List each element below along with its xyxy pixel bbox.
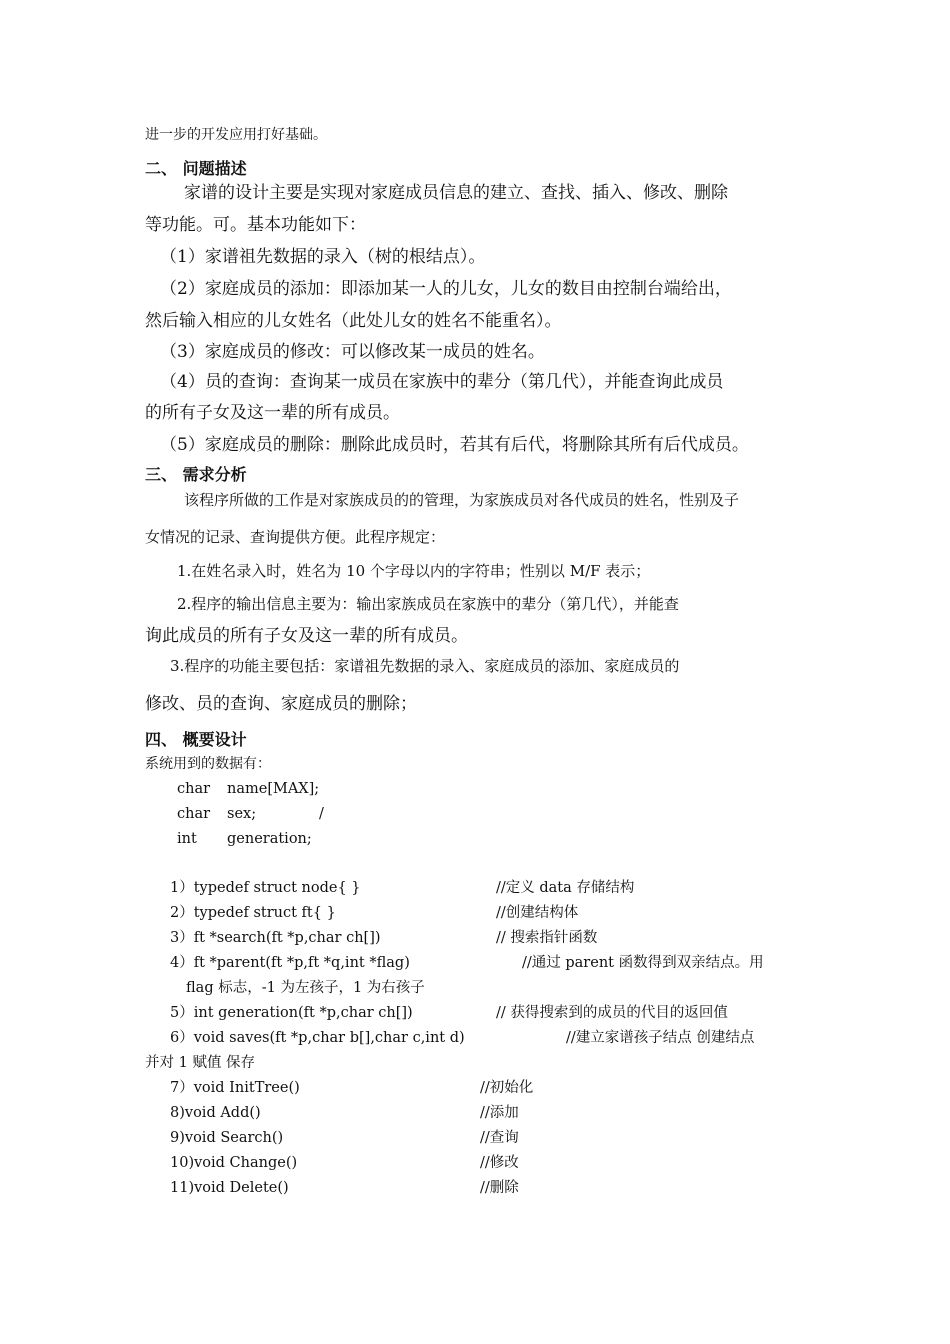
function-signature: 6）void saves(ft *p,char b[],char c,int d)	[170, 1030, 465, 1046]
var-decl: sex;	[227, 806, 257, 822]
function-row-continuation	[186, 981, 586, 999]
requirements-para-line1: 该程序所做的工作是对家族成员的的管理，为家族成员对各代成员的姓名，性别及子	[184, 491, 740, 509]
var-decl: name[MAX];	[227, 781, 320, 797]
function-comment: //删除	[480, 1180, 519, 1196]
function-row	[170, 1156, 820, 1174]
function-row	[170, 1106, 820, 1124]
function-comment: //修改	[480, 1155, 519, 1171]
var-type: char	[177, 806, 211, 822]
function-row	[170, 1031, 820, 1049]
problem-item-4-line1: （4）员的查询：查询某一成员在家族中的辈分（第几代），并能查询此成员	[160, 372, 724, 392]
design-intro: 系统用到的数据有：	[145, 756, 271, 772]
var-type: char	[177, 781, 211, 797]
function-comment: //定义 data 存储结构	[496, 880, 635, 896]
section-heading-requirements: 三、 需求分析	[145, 465, 247, 484]
intro-tail-text: 进一步的开发应用打好基础。	[145, 127, 327, 143]
requirement-rule-2-line2: 询此成员的所有子女及这一辈的所有成员。	[145, 626, 468, 646]
function-comment: //添加	[480, 1105, 519, 1121]
function-signature: 7）void InitTree()	[170, 1080, 300, 1096]
requirement-rule-3-line1: 3.程序的功能主要包括：家谱祖先数据的录入、家庭成员的添加、家庭成员的	[170, 657, 680, 675]
problem-para-line1: 家谱的设计主要是实现对家庭成员信息的建立、查找、插入、修改、删除	[184, 183, 728, 203]
function-signature: 3）ft *search(ft *p,char ch[])	[170, 930, 381, 946]
section-heading-problem: 二、 问题描述	[145, 159, 247, 178]
function-signature: 1）typedef struct node{ }	[170, 880, 361, 896]
data-var-row	[177, 782, 477, 800]
function-signature: 8)void Add()	[170, 1105, 261, 1121]
function-comment: //查询	[480, 1130, 519, 1146]
var-decl: generation;	[227, 831, 312, 847]
problem-item-3: （3）家庭成员的修改：可以修改某一成员的姓名。	[160, 342, 545, 362]
data-var-row	[177, 832, 477, 850]
requirement-rule-3-line2: 修改、员的查询、家庭成员的删除；	[145, 694, 417, 714]
function-row	[170, 881, 820, 899]
function-signature: 5）int generation(ft *p,char ch[])	[170, 1005, 413, 1021]
function-signature: 11)void Delete()	[170, 1180, 289, 1196]
problem-item-5: （5）家庭成员的删除：删除此成员时，若其有后代，将删除其所有后代成员。	[160, 435, 749, 455]
problem-item-2-line2: 然后输入相应的儿女姓名（此处儿女的姓名不能重名）。	[145, 311, 562, 331]
function-comment: //通过 parent 函数得到双亲结点。用	[522, 955, 764, 971]
requirements-para-line2: 女情况的记录、查询提供方便。此程序规定：	[145, 528, 446, 546]
function-row	[170, 1081, 820, 1099]
function-signature: 4）ft *parent(ft *p,ft *q,int *flag)	[170, 955, 410, 971]
problem-item-4-line2: 的所有子女及这一辈的所有成员。	[145, 403, 400, 423]
function-signature: 并对 1 赋值 保存	[145, 1055, 256, 1071]
problem-item-1: （1）家谱祖先数据的录入（树的根结点）。	[160, 247, 486, 267]
function-row	[170, 956, 820, 974]
problem-item-2-line1: （2）家庭成员的添加：即添加某一人的儿女，儿女的数目由控制台端给出，	[160, 279, 732, 299]
data-var-row	[177, 807, 477, 825]
function-row	[170, 906, 820, 924]
var-extra: /	[319, 806, 324, 822]
function-signature: 9)void Search()	[170, 1130, 284, 1146]
requirement-rule-1: 1.在姓名录入时，姓名为 10 个字母以内的字符串；性别以 M/F 表示；	[177, 562, 651, 580]
section-heading-design: 四、 概要设计	[145, 730, 247, 749]
function-signature: flag 标志，-1 为左孩子，1 为右孩子	[186, 980, 425, 996]
problem-para-line2: 等功能。可。基本功能如下：	[145, 215, 366, 235]
function-comment: // 获得搜索到的成员的代目的返回值	[496, 1005, 728, 1021]
function-signature: 10)void Change()	[170, 1155, 298, 1171]
function-row	[170, 1131, 820, 1149]
function-comment: //建立家谱孩子结点 创建结点	[566, 1030, 755, 1046]
function-comment: //初始化	[480, 1080, 534, 1096]
function-signature: 2）typedef struct ft{ }	[170, 905, 336, 921]
function-comment: //创建结构体	[496, 905, 579, 921]
requirement-rule-2-line1: 2.程序的输出信息主要为：输出家族成员在家族中的辈分（第几代），并能查	[177, 595, 679, 613]
function-row	[170, 931, 820, 949]
function-comment: // 搜索指针函数	[496, 930, 598, 946]
function-row	[170, 1181, 820, 1199]
function-row	[170, 1006, 820, 1024]
function-row-continuation	[145, 1056, 545, 1074]
var-type: int	[177, 831, 197, 847]
